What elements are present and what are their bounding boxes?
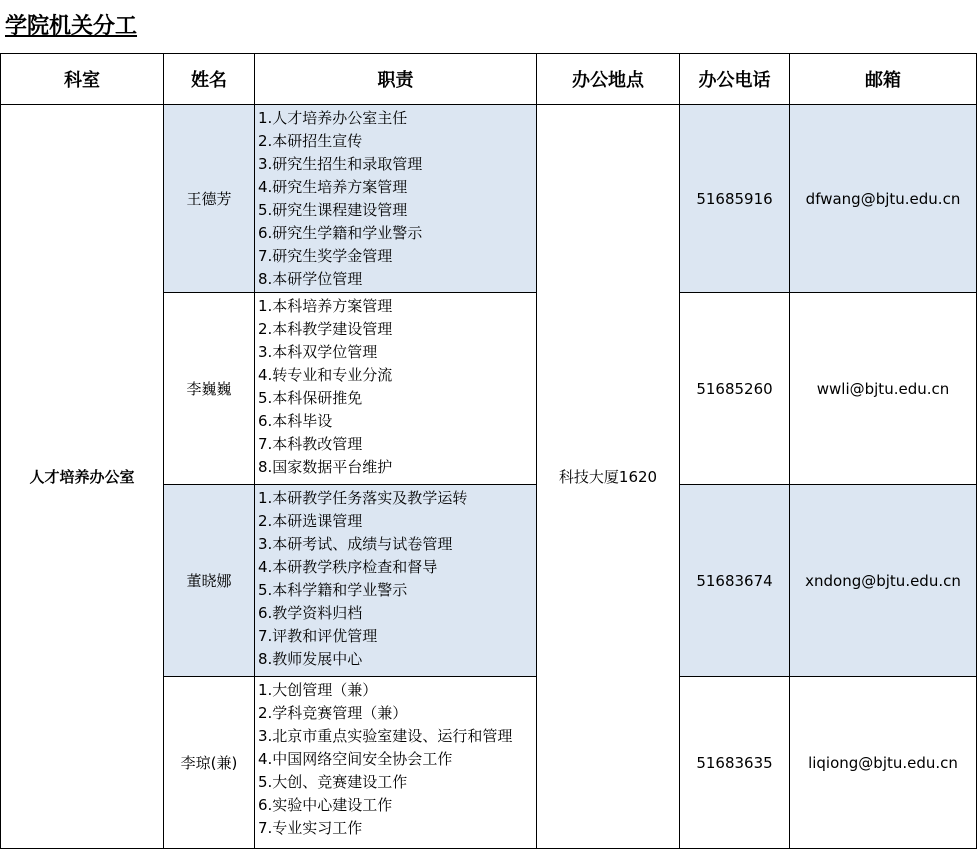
duty-item: 8.国家数据平台维护 <box>258 458 393 476</box>
duty-item: 3.研究生招生和录取管理 <box>258 155 423 173</box>
duty-item: 1.本科培养方案管理 <box>258 297 393 315</box>
duty-item: 5.大创、竞赛建设工作 <box>258 773 408 791</box>
duty-item: 7.本科教改管理 <box>258 435 363 453</box>
duty-item: 3.本研考试、成绩与试卷管理 <box>258 535 453 553</box>
staff-phone: 51683635 <box>680 677 790 849</box>
department-cell: 人才培养办公室 <box>1 105 164 849</box>
duties-cell <box>255 485 537 677</box>
duty-item: 2.学科竞赛管理（兼） <box>258 704 408 722</box>
duty-item: 2.本科教学建设管理 <box>258 320 393 338</box>
duty-item: 6.实验中心建设工作 <box>258 796 393 814</box>
staff-email: wwli@bjtu.edu.cn <box>790 293 977 485</box>
header-row <box>1 54 977 105</box>
duty-item: 5.本科学籍和学业警示 <box>258 581 408 599</box>
duty-item: 1.本研教学任务落实及教学运转 <box>258 489 468 507</box>
table-row <box>1 105 977 293</box>
duty-item: 6.本科毕设 <box>258 412 333 430</box>
duty-item: 1.大创管理（兼） <box>258 681 378 699</box>
header-email: 邮箱 <box>790 54 977 105</box>
staff-name: 王德芳 <box>164 105 255 293</box>
staff-phone: 51685916 <box>680 105 790 293</box>
duty-item: 3.本科双学位管理 <box>258 343 378 361</box>
staff-name: 李琼(兼) <box>164 677 255 849</box>
duty-item: 2.本研招生宣传 <box>258 132 363 150</box>
duty-item: 7.研究生奖学金管理 <box>258 247 393 265</box>
duty-item: 3.北京市重点实验室建设、运行和管理 <box>258 727 513 745</box>
staff-email: xndong@bjtu.edu.cn <box>790 485 977 677</box>
duty-item: 4.转专业和专业分流 <box>258 366 393 384</box>
duty-item: 5.研究生课程建设管理 <box>258 201 408 219</box>
duty-item: 7.评教和评优管理 <box>258 627 378 645</box>
duty-item: 8.教师发展中心 <box>258 650 363 668</box>
header-duties: 职责 <box>255 54 537 105</box>
duty-item: 4.研究生培养方案管理 <box>258 178 408 196</box>
page-title: 学院机关分工 <box>5 14 138 39</box>
duties-cell <box>255 293 537 485</box>
staff-email: liqiong@bjtu.edu.cn <box>790 677 977 849</box>
staff-phone: 51683674 <box>680 485 790 677</box>
header-office: 办公地点 <box>537 54 680 105</box>
staff-phone: 51685260 <box>680 293 790 485</box>
staff-name: 董晓娜 <box>164 485 255 677</box>
duty-item: 6.研究生学籍和学业警示 <box>258 224 423 242</box>
staff-table <box>0 53 977 849</box>
duty-item: 2.本研选课管理 <box>258 512 363 530</box>
staff-email: dfwang@bjtu.edu.cn <box>790 105 977 293</box>
duty-item: 4.中国网络空间安全协会工作 <box>258 750 453 768</box>
office-cell: 科技大厦1620 <box>537 105 680 849</box>
header-name: 姓名 <box>164 54 255 105</box>
duties-cell <box>255 677 537 849</box>
duty-item: 1.人才培养办公室主任 <box>258 109 408 127</box>
staff-name: 李巍巍 <box>164 293 255 485</box>
duties-cell <box>255 105 537 293</box>
duty-item: 6.教学资料归档 <box>258 604 363 622</box>
duty-item: 5.本科保研推免 <box>258 389 363 407</box>
duty-item: 8.本研学位管理 <box>258 270 363 288</box>
duty-item: 7.专业实习工作 <box>258 819 363 837</box>
header-phone: 办公电话 <box>680 54 790 105</box>
header-dept: 科室 <box>1 54 164 105</box>
duty-item: 4.本研教学秩序检查和督导 <box>258 558 438 576</box>
